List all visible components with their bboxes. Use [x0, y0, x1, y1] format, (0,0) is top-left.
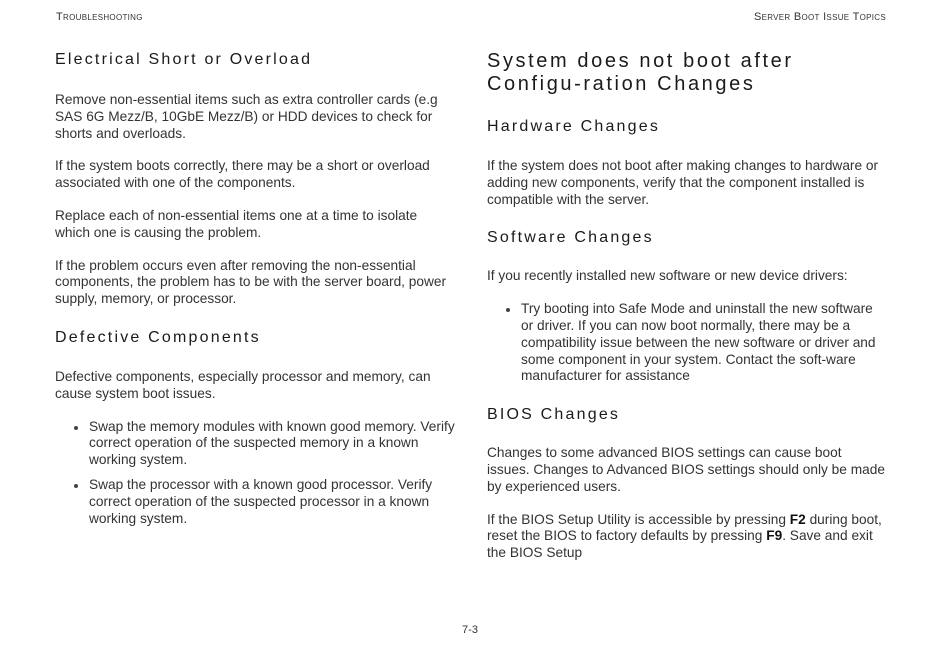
paragraph: If you recently installed new software or new device drivers:	[487, 268, 848, 284]
section-title: System does not boot after Configu-ration Changes	[487, 50, 794, 95]
header-topic: Server Boot Issue Topics	[753, 11, 886, 23]
heading-hardware-changes: Hardware Changes	[487, 118, 661, 135]
key-f9: F9	[766, 528, 783, 544]
list-item: Swap the memory modules with known good memory. Verify correct operation of the suspected memory in a known working system.	[89, 418, 455, 468]
bullet-list	[55, 419, 455, 528]
paragraph: If the system boots correctly, there may be a short or overload associated with one of the components.	[55, 158, 430, 191]
text-run: . Save and exit the BIOS Setup	[487, 528, 873, 561]
paragraph: Replace each of non-essential items one at a time to isolate which one is causing the problem.	[55, 207, 418, 240]
list-item: Try booting into Safe Mode and uninstall the new software or driver. If you can now boot normally, there may be a compatibility issue between the new software or driver and some component in your system. Contact the soft-ware manufacturer for assistance	[521, 301, 887, 385]
paragraph: Defective components, especially processor and memory, can cause system boot issues.	[55, 368, 431, 401]
header-section: Troubleshooting	[56, 11, 143, 23]
paragraph: If the problem occurs even after removing the non-essential components, the problem has to be with the server board, power supply, memory, or processor.	[55, 257, 447, 307]
list-item: Swap the processor with a known good processor. Verify correct operation of the suspected processor in a known working system.	[89, 477, 455, 527]
paragraph: Remove non-essential items such as extra controller cards (e.g SAS 6G Mezz/B, 10GbE Mezz/B) or HDD devices to check for shorts and overloads.	[55, 92, 438, 141]
heading-software-changes: Software Changes	[487, 229, 654, 247]
text-run: If the BIOS Setup Utility is accessible by pressing	[487, 511, 790, 527]
paragraph: Changes to some advanced BIOS settings can cause boot issues. Changes to Advanced BIOS settings should only be made by experienced users.	[487, 445, 885, 494]
key-f2: F2	[789, 511, 806, 527]
heading-defective-components: Defective Components	[55, 328, 261, 346]
heading-electrical-short: Electrical Short or Overload	[55, 51, 313, 68]
heading-bios-changes: BIOS Changes	[487, 406, 621, 424]
paragraph-bios-keys	[487, 512, 887, 562]
text-run: during boot, reset the BIOS to factory defaults by pressing	[487, 511, 882, 544]
left-column	[55, 50, 455, 527]
running-header	[56, 11, 886, 23]
bullet-list	[487, 301, 887, 385]
right-column	[487, 50, 887, 562]
paragraph: If the system does not boot after making changes to hardware or adding new components, verify that the component installed is compatible with the server.	[487, 158, 879, 207]
page-number: 7-3	[462, 624, 478, 636]
